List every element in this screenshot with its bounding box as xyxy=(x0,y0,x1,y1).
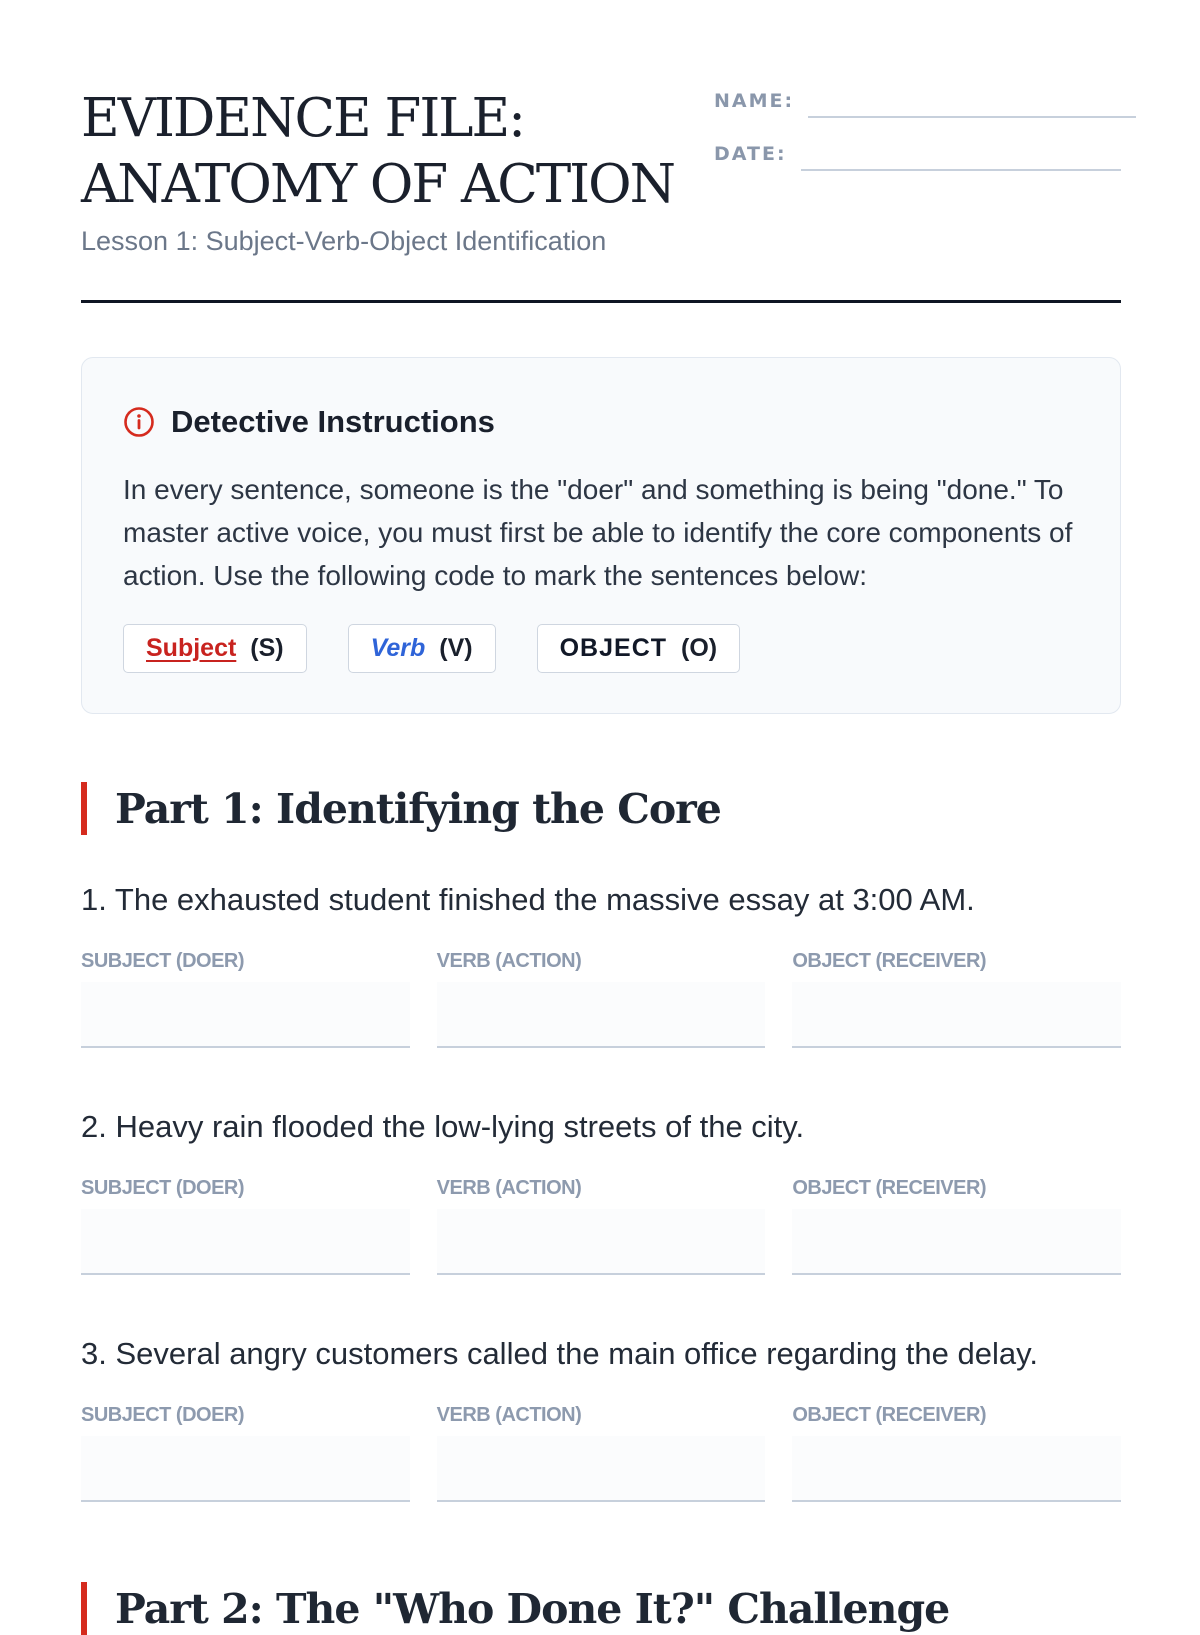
q1-subject-answer[interactable] xyxy=(81,982,410,1048)
legend-subject-code: (S) xyxy=(250,634,284,662)
subject-label: SUBJECT (DOER) xyxy=(81,1404,245,1426)
instructions-panel xyxy=(81,357,1121,714)
q1-object-answer[interactable] xyxy=(792,982,1121,1048)
question-2-text: 2. Heavy rain flooded the low-lying streets of the city. xyxy=(81,1109,805,1144)
part2-heading xyxy=(81,1582,949,1635)
part1-title: Part 1: Identifying the Core xyxy=(115,784,721,833)
legend-object-key: OBJECT xyxy=(559,634,668,662)
q3-subject-col xyxy=(81,1404,410,1502)
q1-subject-col xyxy=(81,950,410,1048)
part2-title: Part 2: The "Who Done It?" Challenge xyxy=(115,1584,950,1633)
header-divider xyxy=(81,300,1121,303)
q1-verb-answer[interactable] xyxy=(437,982,766,1048)
q3-object-col xyxy=(792,1404,1121,1502)
legend-object-code: (O) xyxy=(681,634,718,662)
q2-subject-answer[interactable] xyxy=(81,1209,410,1275)
q2-object-col xyxy=(792,1177,1121,1275)
date-label: DATE: xyxy=(714,143,787,165)
verb-label: VERB (ACTION) xyxy=(436,1177,582,1199)
subject-label: SUBJECT (DOER) xyxy=(81,950,245,972)
object-label: OBJECT (RECEIVER) xyxy=(792,1404,987,1426)
q2-verb-answer[interactable] xyxy=(437,1209,766,1275)
verb-label: VERB (ACTION) xyxy=(436,950,582,972)
section-accent-bar xyxy=(81,782,87,835)
question-3-text: 3. Several angry customers called the main office regarding the delay. xyxy=(81,1336,1038,1371)
legend-subject-key: Subject xyxy=(146,634,237,662)
q2-subject-col xyxy=(81,1177,410,1275)
legend-subject xyxy=(123,624,307,673)
lesson-subtitle: Lesson 1: Subject-Verb-Object Identification xyxy=(81,226,607,256)
page-title-line-2: ANATOMY OF ACTION xyxy=(81,154,674,215)
q3-verb-answer[interactable] xyxy=(437,1436,766,1502)
name-label: NAME: xyxy=(714,90,795,112)
instructions-text: In every sentence, someone is the "doer" and something is being "done." To master active voice, you must first be able to identify the core components of action. Use the following code to mark the sentences below: xyxy=(123,474,1073,591)
name-field[interactable] xyxy=(714,90,1136,118)
part1-heading xyxy=(81,782,721,835)
legend-object xyxy=(537,624,741,673)
section-accent-bar xyxy=(81,1582,87,1635)
question-1 xyxy=(81,882,1121,1048)
page-title-line-1: EVIDENCE FILE: xyxy=(81,88,524,149)
q3-object-answer[interactable] xyxy=(792,1436,1121,1502)
name-line[interactable] xyxy=(808,116,1136,118)
subject-label: SUBJECT (DOER) xyxy=(81,1177,245,1199)
object-label: OBJECT (RECEIVER) xyxy=(792,1177,987,1199)
date-line[interactable] xyxy=(801,169,1121,171)
marking-legend xyxy=(123,624,740,673)
object-label: OBJECT (RECEIVER) xyxy=(792,950,987,972)
question-3 xyxy=(81,1336,1121,1502)
q3-subject-answer[interactable] xyxy=(81,1436,410,1502)
question-2 xyxy=(81,1109,1121,1275)
date-field[interactable] xyxy=(714,143,1121,171)
legend-verb-code: (V) xyxy=(439,634,473,662)
question-1-text: 1. The exhausted student finished the massive essay at 3:00 AM. xyxy=(81,882,975,917)
legend-verb xyxy=(348,624,496,673)
page-title xyxy=(81,86,681,218)
q1-object-col xyxy=(792,950,1121,1048)
instructions-title: Detective Instructions xyxy=(171,404,495,439)
q3-verb-col xyxy=(437,1404,766,1502)
legend-verb-key: Verb xyxy=(370,634,426,662)
q2-verb-col xyxy=(437,1177,766,1275)
q1-verb-col xyxy=(437,950,766,1048)
info-icon xyxy=(123,406,155,438)
verb-label: VERB (ACTION) xyxy=(436,1404,582,1426)
instructions-header xyxy=(123,404,495,440)
q2-object-answer[interactable] xyxy=(792,1209,1121,1275)
